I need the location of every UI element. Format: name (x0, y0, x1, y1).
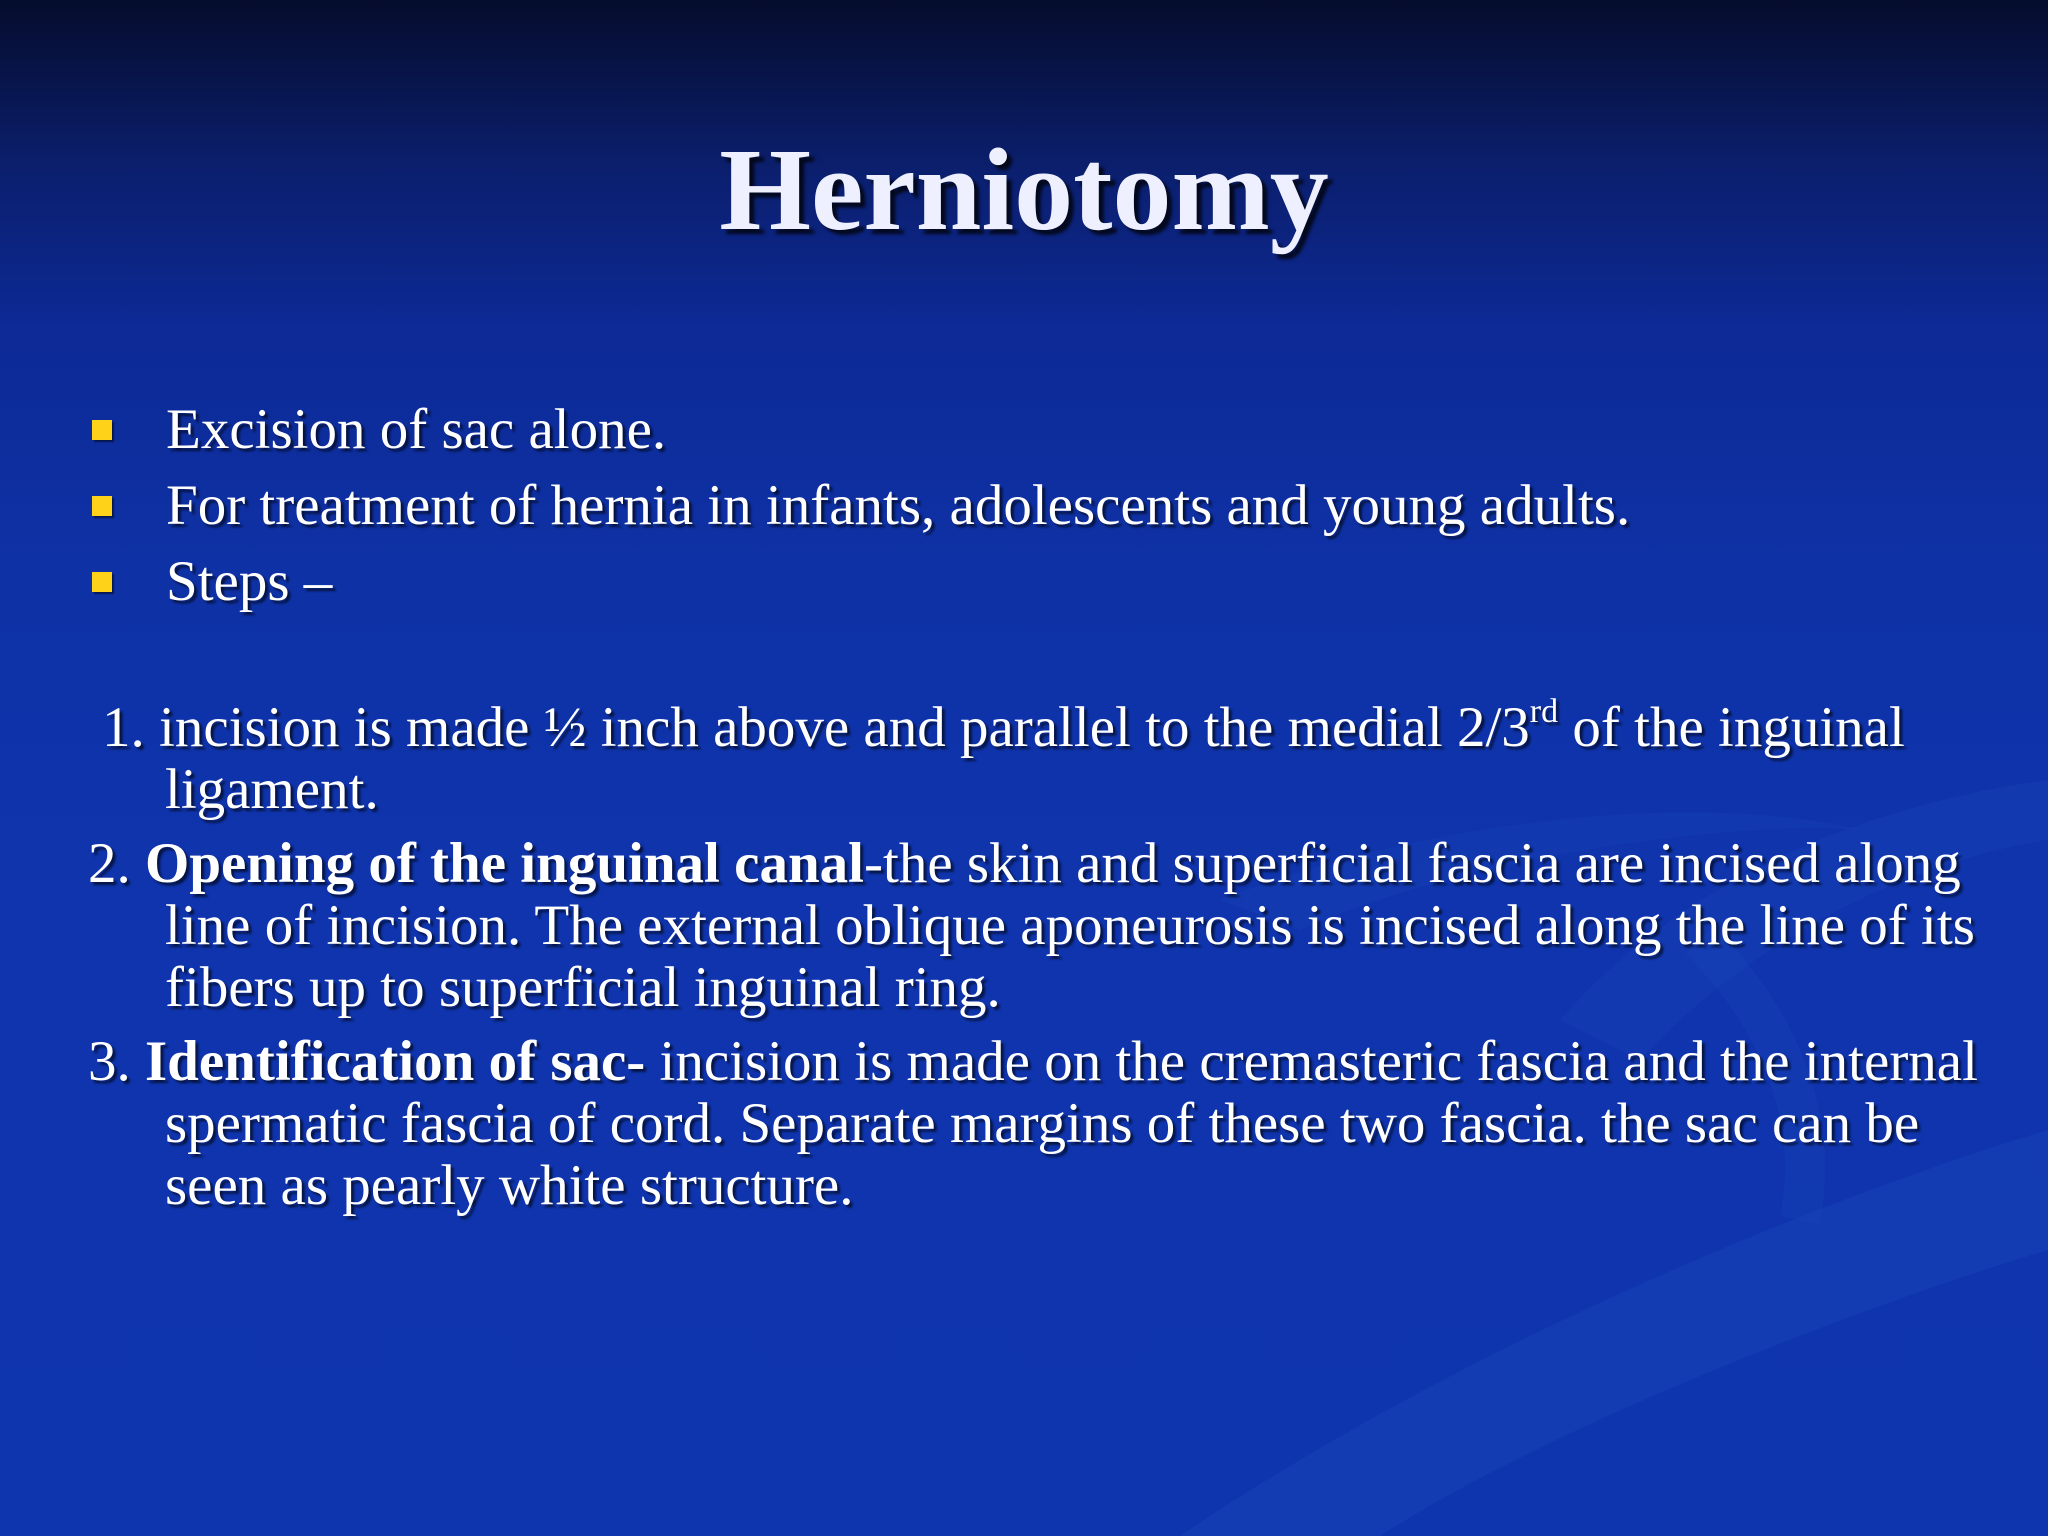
slide-title: Herniotomy (719, 124, 1329, 255)
bullet-item (90, 544, 1990, 620)
bullet-text: Steps – (166, 550, 333, 613)
step-superscript: rd (1529, 693, 1559, 730)
step-3 (88, 1031, 2008, 1217)
square-bullet-icon (92, 420, 112, 440)
bullet-list (90, 392, 1990, 620)
steps-list (88, 693, 2008, 1229)
step-number: 3. (88, 1030, 131, 1093)
step-heading: Opening of the inguinal canal (145, 832, 864, 895)
step-2 (88, 833, 2008, 1019)
step-text: incision is made on the cremasteric fascia and the internal spermatic fascia of cord. Separate margins of these two fascia. the sac can be seen as pearly white structure. (165, 1030, 1978, 1217)
step-heading: Identification of sac- (145, 1030, 646, 1093)
step-text: incision is made ½ inch above and parallel to the medial 2/3 (144, 696, 1530, 759)
bullet-text: Excision of sac alone. (166, 398, 667, 461)
bullet-item (90, 392, 1990, 468)
step-1 (102, 693, 2008, 821)
step-text-continued: of the inguinal ligament. (165, 696, 1905, 821)
bullet-text: For treatment of hernia in infants, adolescents and young adults. (166, 474, 1631, 537)
step-number: 2. (88, 832, 131, 895)
step-number: 1. (102, 696, 145, 759)
square-bullet-icon (92, 496, 112, 516)
square-bullet-icon (92, 572, 112, 592)
step-text: -the skin and superficial fascia are incised along line of incision. The external oblique aponeurosis is incised along the line of its fibers up to superficial inguinal ring. (165, 832, 1975, 1019)
bullet-item (90, 468, 1990, 544)
